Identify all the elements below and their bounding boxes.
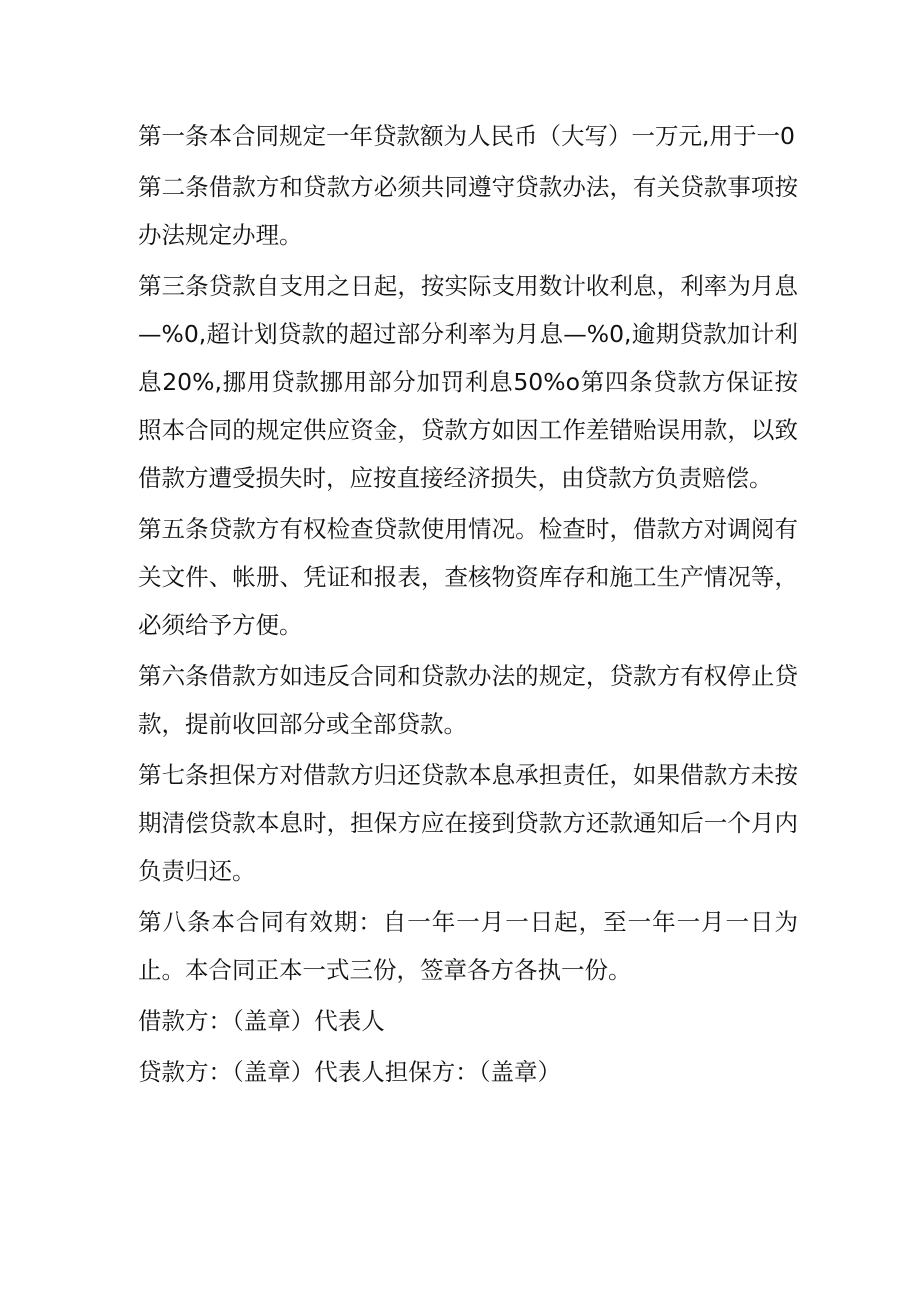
clause-2-paragraph: 第二条借款方和贷款方必须共同遵守贷款办法，有关贷款事项按办法规定办理。 [138,173,798,249]
clause-1-paragraph: 第一条本合同规定一年贷款额为人民币（大写）一万元,用于一0 [138,122,795,150]
clause-3-4-paragraph: 第三条贷款自支用之日起，按实际支用数计收利息，利率为月息—%0,超计划贷款的超过部分利率为月息—%0,逾期贷款加计利息20%,挪用贷款挪用部分加罚利息50%o第四条贷款方保证按照本合同的规定供应资金，贷款方如因工作差错贻误用款，以致借款方遭受损失时，应按直接经济损失，由贷款方负责赔偿。 [138,272,798,492]
clause-5-paragraph: 第五条贷款方有权检查贷款使用情况。检查时，借款方对调阅有关文件、帐册、凭证和报表，查核物资库存和施工生产情况等，必须给予方便。 [138,515,798,639]
clause-6-paragraph: 第六条借款方如违反合同和贷款办法的规定，贷款方有权停止贷款，提前收回部分或全部贷款。 [138,662,798,738]
contract-document [138,112,798,1099]
clause-7-paragraph: 第七条担保方对借款方归还贷款本息承担责任，如果借款方未按期清偿贷款本息时，担保方应在接到贷款方还款通知后一个月内负责归还。 [138,761,798,885]
borrower-signature-line: 借款方：（盖章）代表人 [138,1007,385,1035]
clause-8-paragraph: 第八条本合同有效期：自一年一月一日起，至一年一月一日为止。本合同正本一式三份，签章各方各执一份。 [138,908,798,984]
lender-guarantor-signature-line: 贷款方：（盖章）代表人担保方：（盖章） [138,1058,561,1086]
